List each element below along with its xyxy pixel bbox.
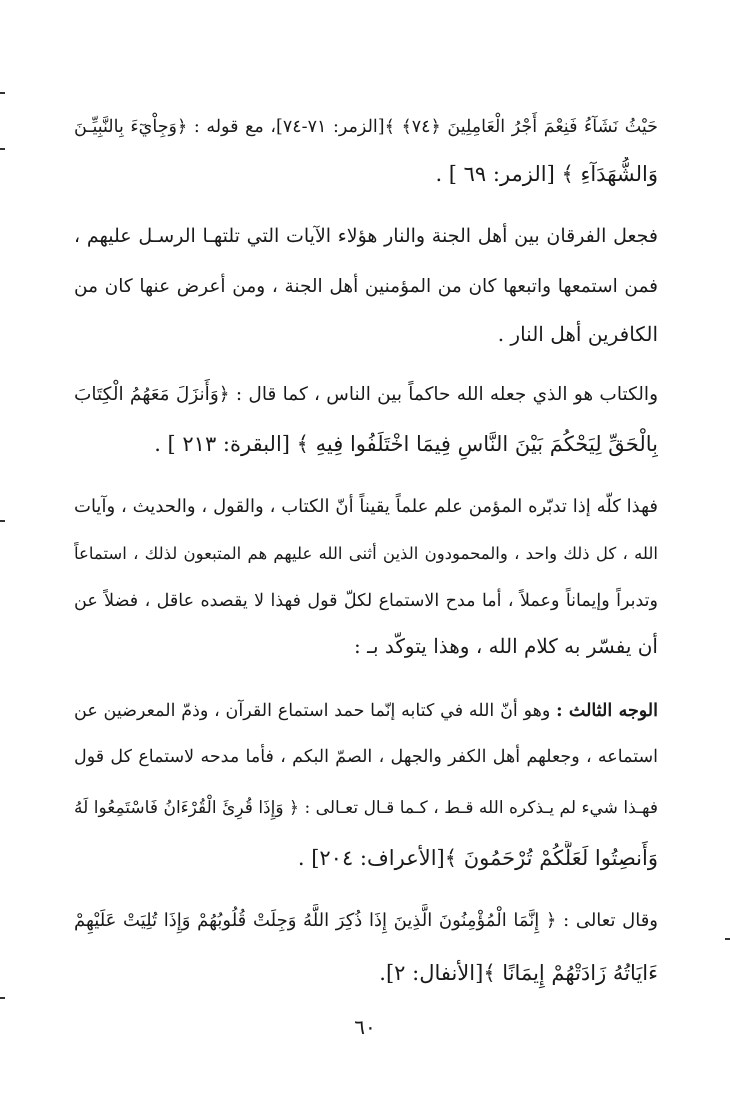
text-line: أن يفسّر به كلام الله ، وهذا يتوكّد بـ : [354,634,658,658]
text-line: والكتاب هو الذي جعله الله حاكماً بين الناس ، كما قال : ﴿وَأَنزَلَ مَعَهُمُ الْكِتَابَ [74,384,658,405]
text-line: ءَايَاتُهُ زَادَتْهُمْ إِيمَانًا ﴾[الأنفال: ٢]. [379,961,658,985]
text-line: استماعه ، وجعلهم أهل الكفر والجهل ، الصمّ البكم ، فأما مدحه لاستماع كل قول [74,747,658,767]
text-span: وهو أنّ الله في كتابه إنّما حمد استماع القرآن ، وذمّ المعرضين عن [74,701,551,721]
text-line: وَأَنصِتُوا لَعَلَّكُمْ تُرْحَمُونَ ﴾[الأعراف: ٢٠٤] . [297,846,658,870]
text-line: وقال تعالى : ﴿ إِنَّمَا الْمُؤْمِنُونَ الَّذِينَ إِذَا ذُكِرَ اللَّهُ وَجِلَتْ قُلُوبُهُمْ وَإِذَا تُلِيَتْ عَلَيْهِمْ [74,910,658,931]
text-line: وتدبراً وإيماناً وعملاً ، أما مدح الاستماع لكلّ قول فهذا لا يقصده عاقل ، فضلاً عن [74,591,658,611]
text-line: فمن استمعها واتبعها كان من المؤمنين أهل الجنة ، ومن أعرض عنها كان من [74,276,658,297]
text-line: حَيْثُ نَشَآءُ فَنِعْمَ أَجْرُ الْعَامِلِينَ ﴿٧٤﴾ ﴾[الزمر: ٧١-٧٤]، مع قوله : ﴿وَجِاْيٓءَ بِالنَّبِيِّـنَ [74,117,658,137]
text-line [74,694,658,728]
text-line: بِالْحَقِّ لِيَحْكُمَ بَيْنَ النَّاسِ فِيمَا اخْتَلَفُوا فِيهِ ﴾ [البقرة: ٢١٣ ] . [154,432,658,456]
margin-mark [0,997,5,999]
text-line: فهـذا شيء لم يـذكره الله قـط ، كـما قـال تعـالى : ﴿ وَإِذَا قُرِئَ الْقُرْءَانُ فَاسْتَمِعُوا لَهُ [74,798,658,818]
section-heading: الوجه الثالث : [556,701,658,721]
text-line: وَالشُّهَدَآءِ ﴾ [الزمر: ٦٩ ] . [435,162,658,186]
text-line: الكافرين أهل النار . [497,322,658,346]
margin-mark [725,938,730,940]
text-line: فجعل الفرقان بين أهل الجنة والنار هؤلاء الآيات التي تلتهـا الرسـل عليهم ، [74,225,658,247]
margin-mark [0,92,5,94]
text-line: الله ، كل ذلك واحد ، والمحمودون الذين أثنى الله عليهم هم المتبعون لذلك ، استماعاً [74,544,658,563]
page-number: ٦٠ [354,1015,376,1039]
margin-mark [0,520,5,522]
margin-mark [0,148,5,150]
text-line: فهذا كلّه إذا تدبّره المؤمن علم علماً يقيناً أنّ الكتاب ، والقول ، والحديث ، وآيات [74,496,658,517]
